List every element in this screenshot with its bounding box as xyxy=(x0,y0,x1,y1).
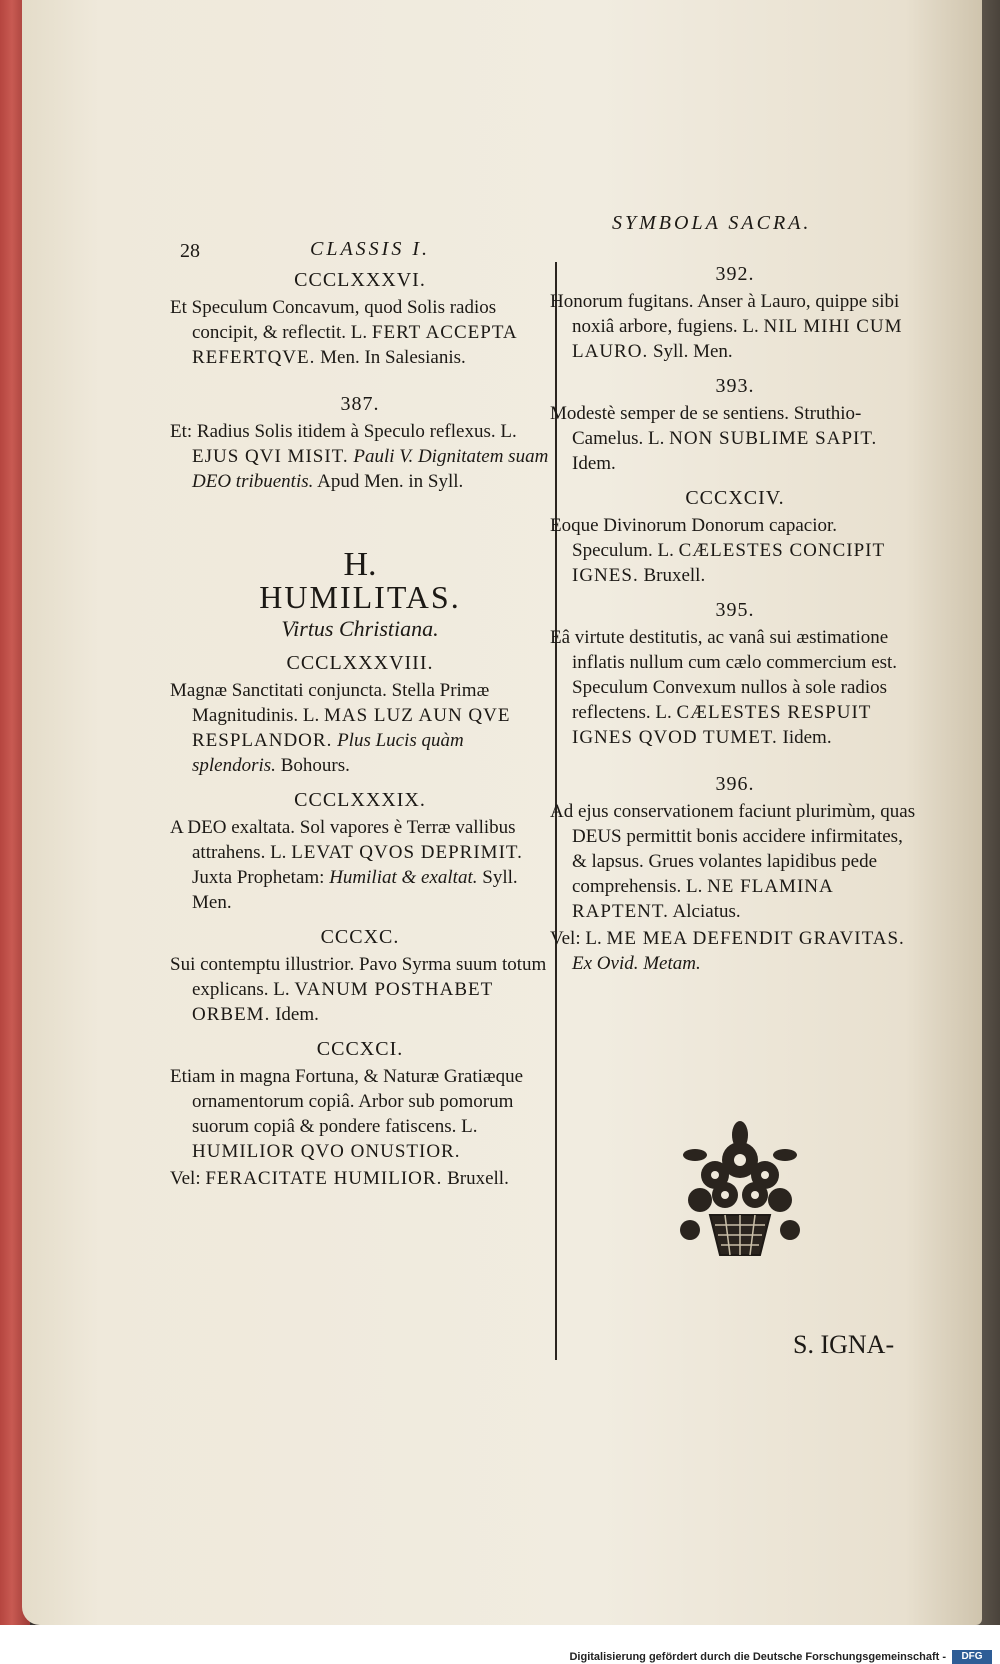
entry-number: 393. xyxy=(715,375,755,397)
entry-text: Vel: FERACITATE HUMILIOR. Bruxell. xyxy=(170,1168,509,1189)
entry-text: Magnæ Sanctitati conjuncta. Stella Primæ Magnitudinis. L. MAS LUZ AUN QVE RESPLANDOR. Plus Lucis quàm splendoris. Bohours. xyxy=(170,680,511,776)
right-column xyxy=(550,252,920,978)
section-letter: H. xyxy=(343,546,377,583)
running-head-left: CLASSIS I. xyxy=(310,238,430,260)
entry-text: Eâ virtute destitutis, ac vanâ sui æstimatione inflatis nullum cum cælo commercium est. Speculum Convexum nullos à sole radios reflectens. L. CÆLESTES RESPUIT IGNES QVOD TUMET. Iidem. xyxy=(550,627,898,748)
entry-number: CCCLXXXVIII. xyxy=(286,652,434,674)
section-subtitle: Virtus Christiana. xyxy=(281,616,439,641)
entry-text: Honorum fugitans. Anser à Lauro, quippe sibi noxiâ arbore, fugiens. L. NIL MIHI CUM LAURO. Syll. Men. xyxy=(550,291,903,362)
entry-number: 396. xyxy=(715,773,755,795)
entry-number: 395. xyxy=(715,599,755,621)
section-title: HUMILITAS. xyxy=(259,579,461,615)
catchword: S. IGNA- xyxy=(793,1330,895,1359)
flower-basket-ornament-icon xyxy=(660,1120,820,1260)
left-column xyxy=(170,258,550,1193)
entry-text: Sui contemptu illustrior. Pavo Syrma suum totum explicans. L. VANUM POSTHABET ORBEM. Idem. xyxy=(170,954,547,1025)
page-number: 28 xyxy=(180,240,200,262)
entry-number: CCCLXXXVI. xyxy=(294,269,426,291)
dfg-logo: DFG xyxy=(952,1650,992,1664)
entry-number: CCCXCI. xyxy=(316,1038,404,1060)
entry-text: A DEO exaltata. Sol vapores è Terræ vallibus attrahens. L. LEVAT QVOS DEPRIMIT. Juxta Prophetam: Humiliat & exaltat. Syll. Men. xyxy=(170,817,523,913)
entry-text: Modestè semper de se sentiens. Struthio-Camelus. L. NON SUBLIME SAPIT. Idem. xyxy=(550,403,878,474)
entry-number: 392. xyxy=(715,263,755,285)
entry-number: CCCLXXXIX. xyxy=(294,789,426,811)
entry-text: Ad ejus conservationem faciunt plurimùm, quas DEUS permittit bonis accidere infirmitates, & lapsus. Grues volantes lapidibus pede comprehensis. L. NE FLAMINA RAPTENT. Alciatus. xyxy=(550,801,916,922)
entry-number: CCCXCIV. xyxy=(685,487,785,509)
entry-text: Eoque Divinorum Donorum capacior. Speculum. L. CÆLESTES CONCIPIT IGNES. Bruxell. xyxy=(550,515,885,586)
running-head-right: SYMBOLA SACRA. xyxy=(612,212,812,234)
footer-credit: Digitalisierung gefördert durch die Deutsche Forschungsgemeinschaft - xyxy=(569,1651,946,1663)
entry-text: Et Speculum Concavum, quod Solis radios concipit, & reflectit. L. FERT ACCEPTA REFERTQVE. Men. In Salesianis. xyxy=(170,297,517,368)
entry-number: CCCXC. xyxy=(320,926,400,948)
entry-number: 387. xyxy=(340,393,380,415)
entry-text: Etiam in magna Fortuna, & Naturæ Gratiæque ornamentorum copiâ. Arbor sub pomorum suorum copiâ & pondere fatiscens. L. HUMILIOR QVO ONUSTIOR. xyxy=(170,1066,524,1162)
entry-text: Et: Radius Solis itidem à Speculo reflexus. L. EJUS QVI MISIT. Pauli V. Dignitatem suam DEO tribuentis. Apud Men. in Syll. xyxy=(170,421,549,492)
entry-text: Vel: L. ME MEA DEFENDIT GRAVITAS. Ex Ovid. Metam. xyxy=(550,928,905,974)
